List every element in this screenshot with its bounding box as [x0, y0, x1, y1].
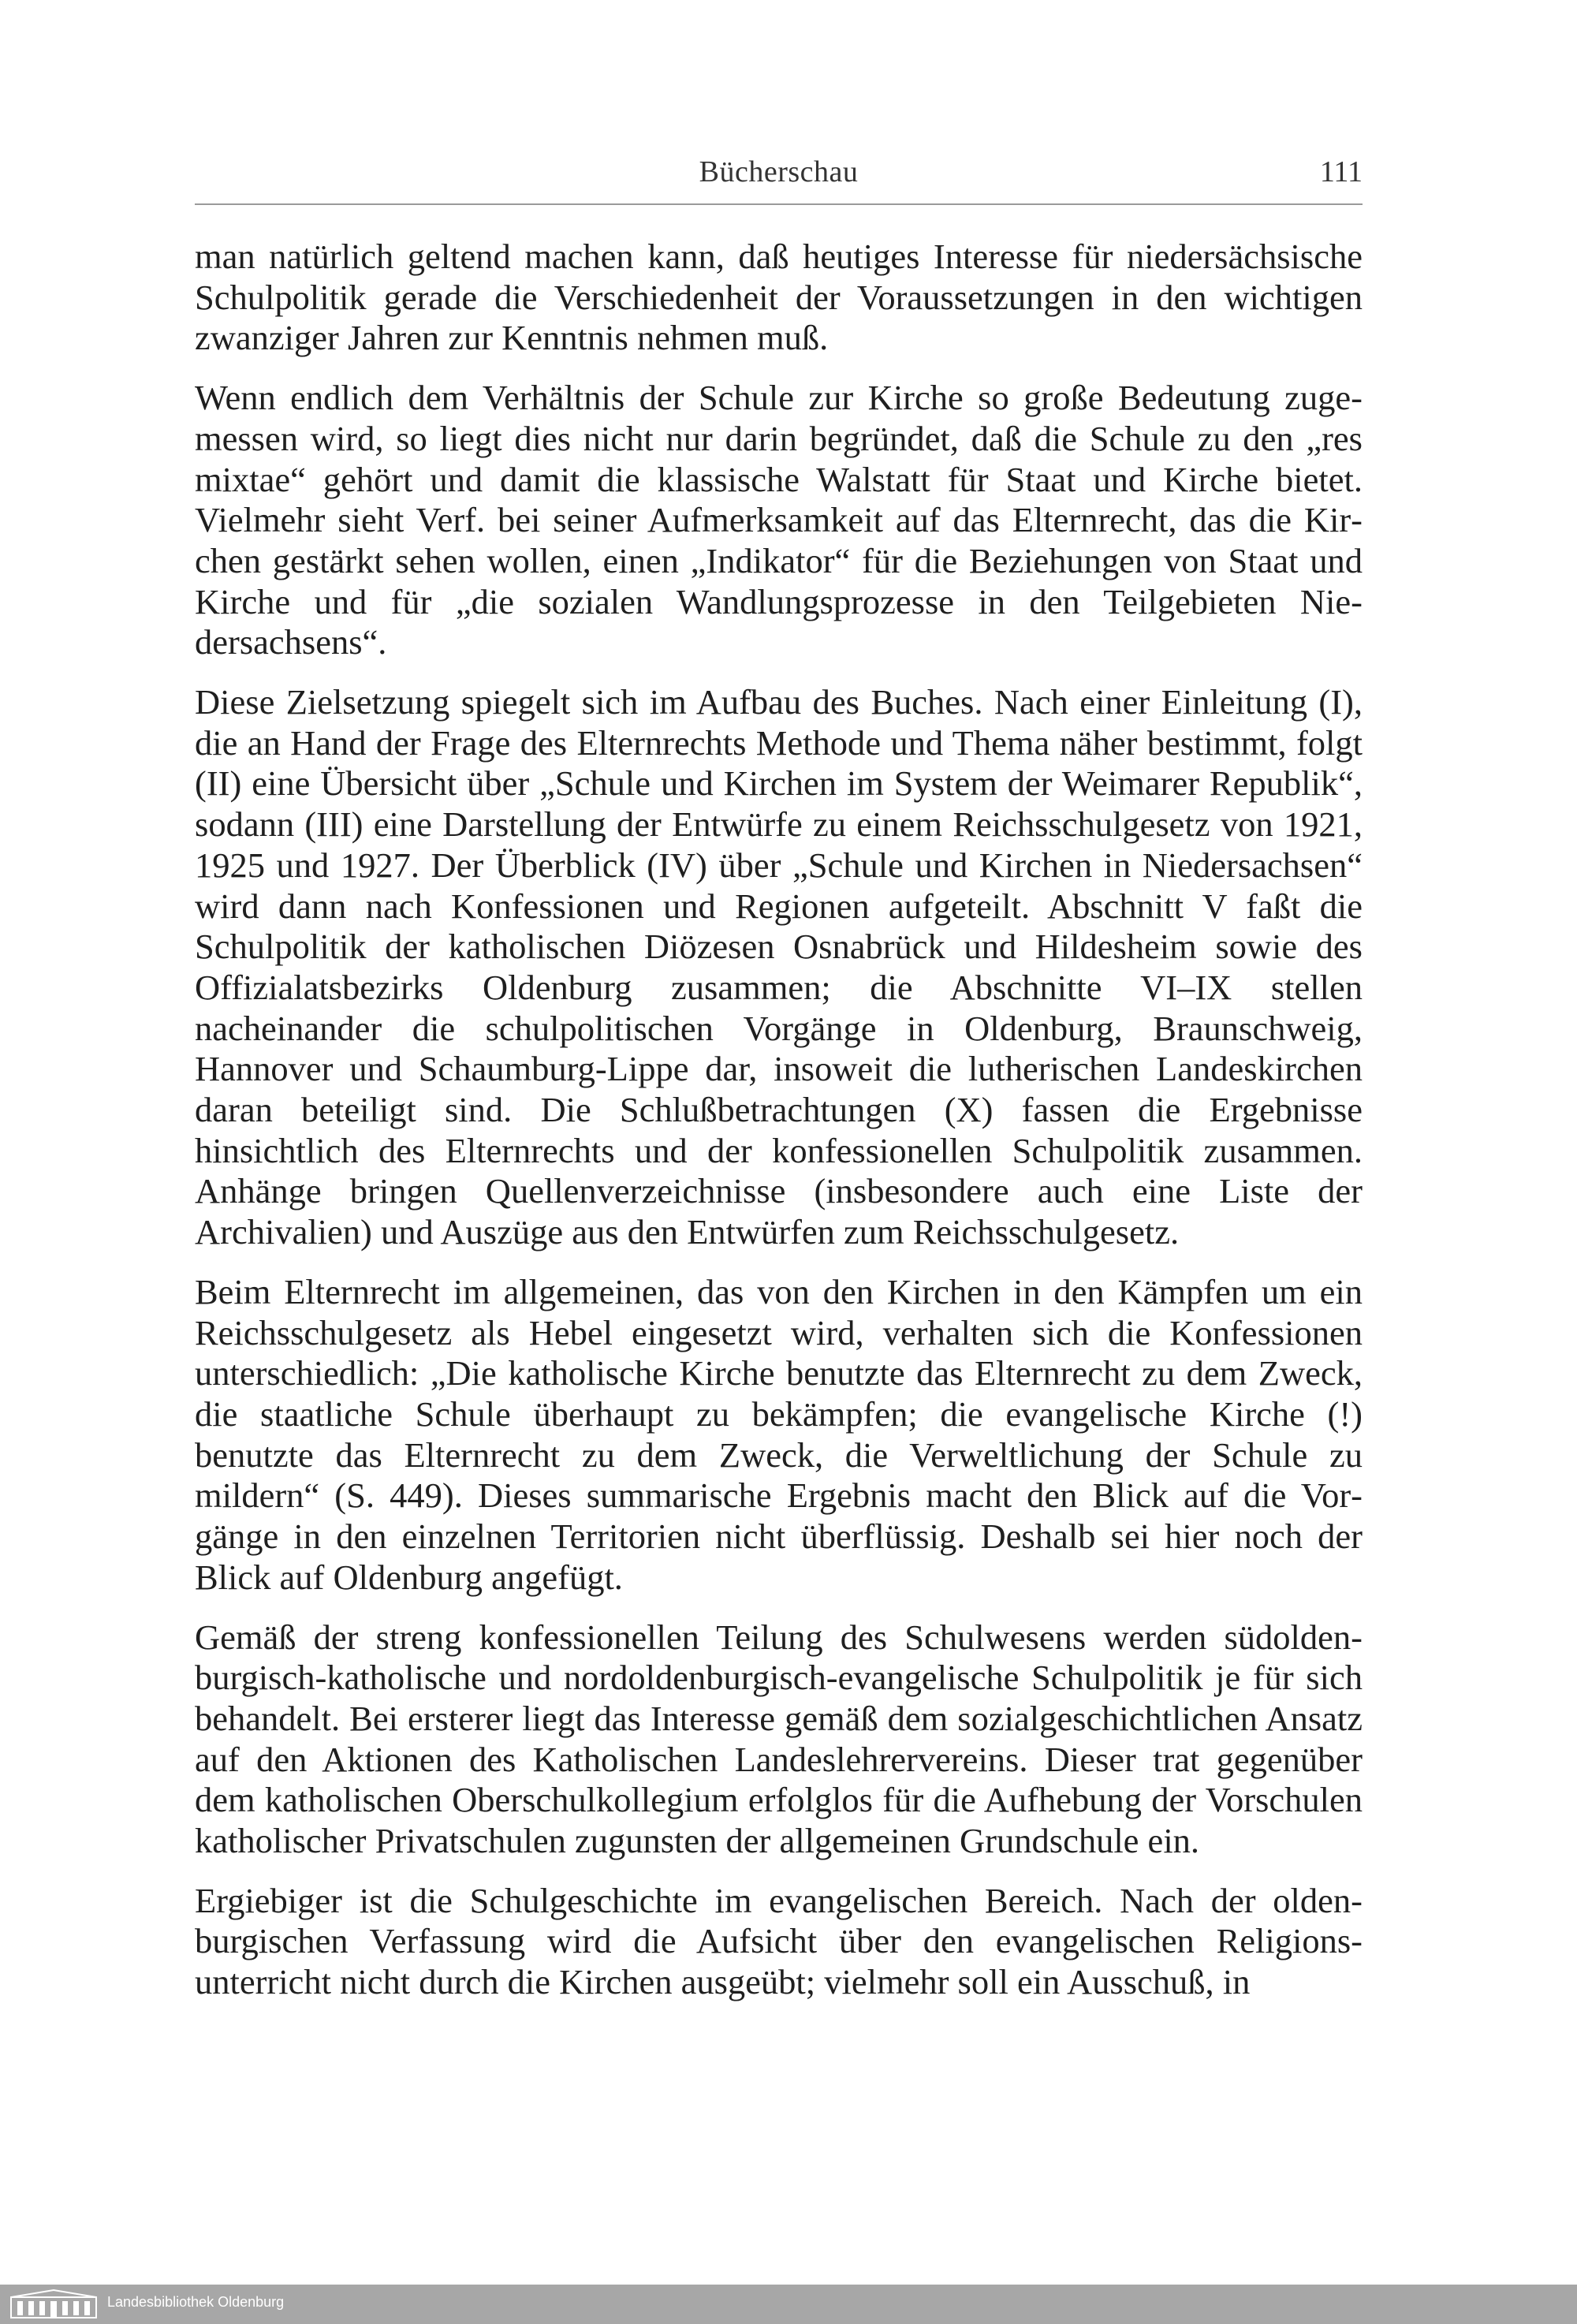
page-header: [195, 155, 1363, 205]
body-text: [195, 237, 1363, 2022]
paragraph-5: Gemäß der streng konfessionellen Teilung des Schulwesens werden südoldenburgisch-katholische und nordoldenburgisch-evangelische Schulpolitik je für sich behandelt. Bei ersterer liegt das Interesse gemäß dem sozialgeschichtlichen Ansatz auf den Aktionen des Katholischen Landeslehrervereins. Dieser trat gegenüber dem katholischen Oberschulkollegium erfolglos für die Aufhebung der Vorschulen katholischer Privatschulen zugunsten der allgemeinen Grundschule ein.: [195, 1617, 1363, 1861]
library-building-icon: [9, 2289, 98, 2319]
footer-label: Landesbibliothek Oldenburg: [107, 2294, 285, 2310]
footer-bar: [0, 2285, 1577, 2324]
paragraph-4: Beim Elternrecht im allgemeinen, das von den Kirchen in den Kämpfen um ein Reichsschulgesetz als Hebel eingesetzt wird, verhalten sich die Konfessionen unterschiedlich: „Die katholische Kirche benutzte das Elternrecht zu dem Zweck, die staatliche Schule überhaupt zu bekämpfen; die evangelische Kirche (!) benutzte das Elternrecht zu dem Zweck, die Verweltlichung der Schule zu mildern“ (S. 449). Dieses summarische Ergebnis macht den Blick auf die Vorgänge in den einzelnen Territorien nicht überflüssig. Deshalb sei hier noch der Blick auf Oldenburg angefügt.: [195, 1271, 1363, 1597]
paragraph-2: Wenn endlich dem Verhältnis der Schule zur Kirche so große Bedeutung zugemessen wird, so liegt dies nicht nur darin begründet, daß die Schule zu den „res mixtae“ gehört und damit die klassische Walstatt für Staat und Kirche bietet. Vielmehr sieht Verf. bei seiner Aufmerksamkeit auf das Elternrecht, das die Kirchen gestärkt sehen wollen, einen „Indikator“ für die Beziehungen von Staat und Kirche und für „die sozialen Wandlungsprozesse in den Teilgebieten Niedersachsens“.: [195, 378, 1363, 662]
running-title: Bücherschau: [699, 155, 859, 188]
paragraph-6: Ergiebiger ist die Schulgeschichte im evangelischen Bereich. Nach der oldenburgischen Verfassung wird die Aufsicht über den evangelischen Religionsunterricht nicht durch die Kirchen ausgeübt; vielmehr soll ein Ausschuß, in: [195, 1880, 1363, 2002]
paragraph-1: man natürlich geltend machen kann, daß heutiges Interesse für niedersächsische Schulpolitik gerade die Verschiedenheit der Voraussetzungen in den wichtigen zwanziger Jahren zur Kenntnis nehmen muß.: [195, 237, 1363, 358]
paragraph-3: Diese Zielsetzung spiegelt sich im Aufbau des Buches. Nach einer Einleitung (I), die an Hand der Frage des Elternrechts Methode und Thema näher bestimmt, folgt (II) eine Übersicht über „Schule und Kirchen im System der Weimarer Republik“, sodann (III) eine Darstellung der Entwürfe zu einem Reichsschulgesetz von 1921, 1925 und 1927. Der Überblick (IV) über „Schule und Kirchen in Niedersachsen“ wird dann nach Konfessionen und Regionen aufgeteilt. Abschnitt V faßt die Schulpolitik der katholischen Diözesen Osnabrück und Hildesheim sowie des Offizialatsbezirks Oldenburg zusammen; die Abschnitte VI–IX stellen nacheinander die schulpolitischen Vorgänge in Oldenburg, Braunschweig, Hannover und Schaumburg-Lippe dar, insoweit die lutherischen Landeskirchen daran beteiligt sind. Die Schlußbetrachtungen (X) fassen die Ergebnisse hinsichtlich des Elternrechts und der konfessionellen Schulpolitik zusammen. Anhänge bringen Quellenverzeichnisse (insbesondere auch eine Liste der Archivalien) und Auszüge aus den Entwürfen zum Reichsschulgesetz.: [195, 682, 1363, 1252]
page-number: 111: [1319, 155, 1363, 188]
